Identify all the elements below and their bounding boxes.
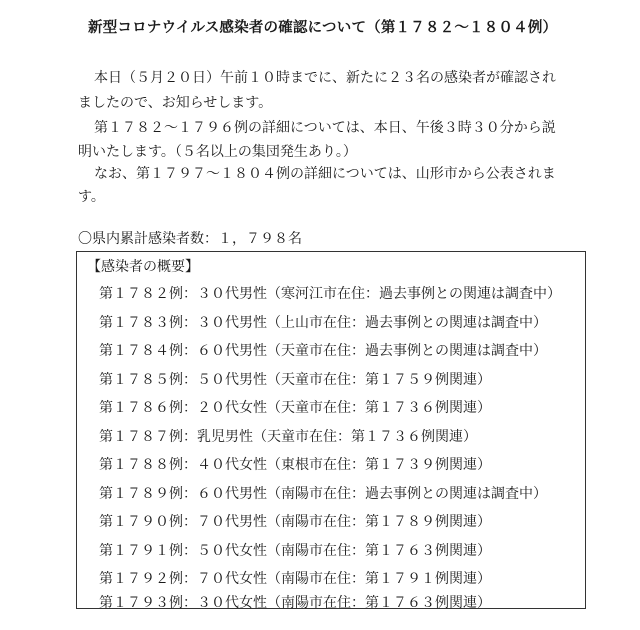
document-title: 新型コロナウイルス感染者の確認について（第１７８２～１８０４例）	[88, 20, 558, 36]
case-row: 第１７９３例：３０代女性（南陽市在住：第１７６３例関連）	[99, 595, 491, 611]
case-summary-box	[76, 251, 586, 609]
case-row: 第１７８４例：６０代男性（天童市在住：過去事例との関連は調査中）	[99, 343, 547, 359]
case-row: 第１７８６例：２０代女性（天童市在住：第１７３６例関連）	[99, 400, 491, 416]
case-summary-header: 【感染者の概要】	[87, 259, 199, 275]
case-row: 第１７９１例：５０代女性（南陽市在住：第１７６３例関連）	[99, 543, 491, 559]
case-row: 第１７８８例：４０代女性（東根市在住：第１７３９例関連）	[99, 457, 491, 473]
case-row: 第１７９０例：７０代男性（南陽市在住：第１７８９例関連）	[99, 514, 491, 530]
case-row: 第１７８７例：乳児男性（天童市在住：第１７３６例関連）	[99, 429, 477, 445]
paragraph-line: す。	[78, 189, 105, 205]
paragraph-line: 本日（５月２０日）午前１０時までに、新たに２３名の感染者が確認され	[94, 70, 556, 86]
case-row: 第１７８５例：５０代男性（天童市在住：第１７５９例関連）	[99, 372, 491, 388]
paragraph-line: ましたので、お知らせします。	[78, 95, 273, 111]
paragraph-line: 第１７８２～１７９６例の詳細については、本日、午後３時３０分から説	[94, 120, 556, 136]
paragraph-line: なお、第１７９７～１８０４例の詳細については、山形市から公表されま	[94, 166, 556, 182]
case-row: 第１７８９例：６０代男性（南陽市在住：過去事例との関連は調査中）	[99, 486, 547, 502]
case-row: 第１７９２例：７０代女性（南陽市在住：第１７９１例関連）	[99, 571, 491, 587]
paragraph-line: 明いたします。（５名以上の集団発生あり。）	[78, 144, 357, 160]
total-infected-count: 〇県内累計感染者数：１，７９８名	[78, 231, 302, 247]
case-row: 第１７８２例：３０代男性（寒河江市在住：過去事例との関連は調査中）	[99, 286, 561, 302]
case-row: 第１７８３例：３０代男性（上山市在住：過去事例との関連は調査中）	[99, 315, 547, 331]
